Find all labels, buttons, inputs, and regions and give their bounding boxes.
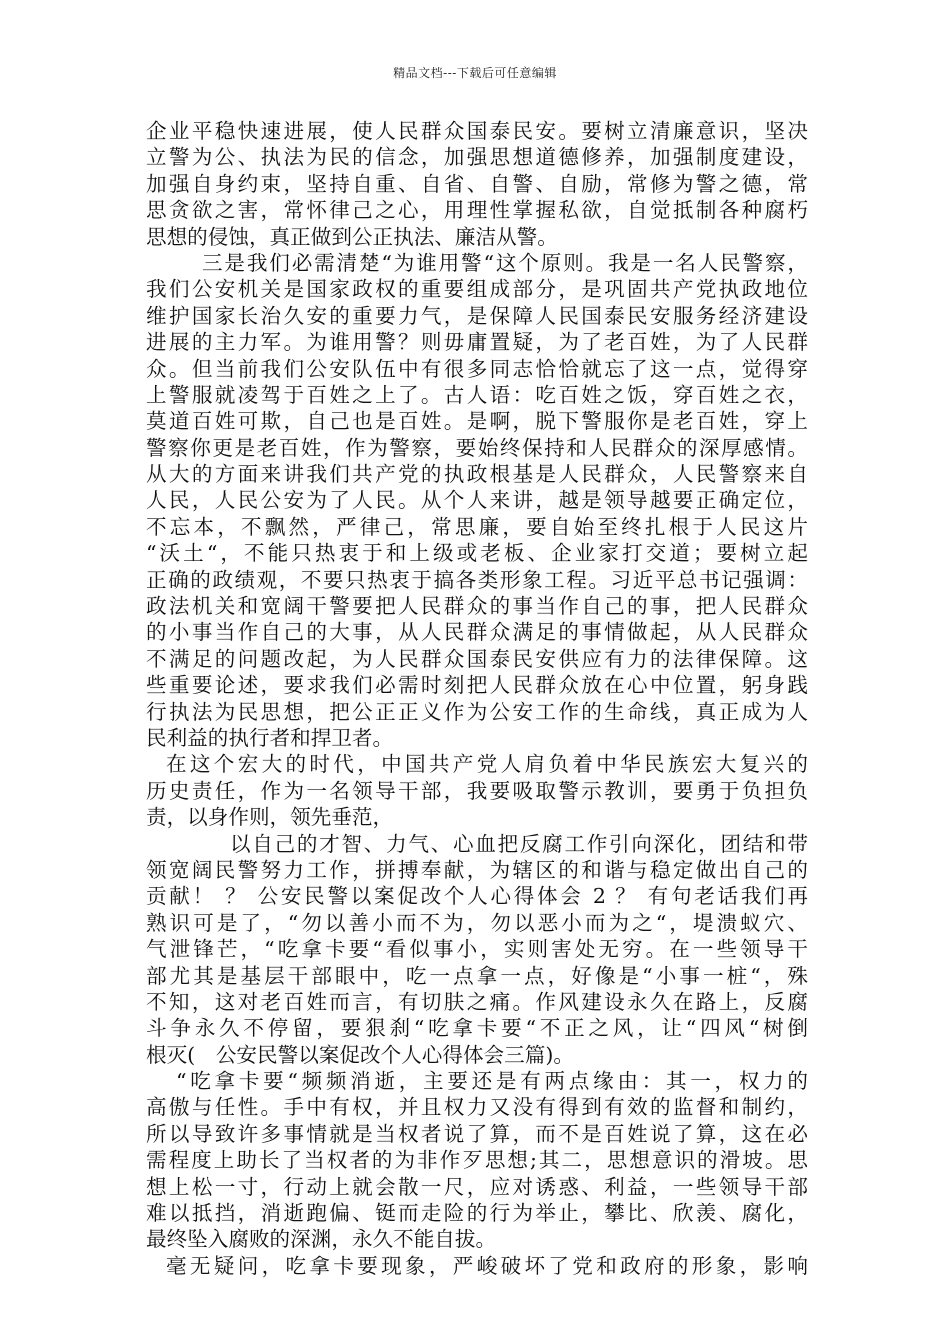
text-line: 民利益的执行者和捍卫者。: [146, 725, 394, 750]
text-line: 部尤其是基层干部眼中，吃一点拿一点，好像是“小事一桩“，殊: [146, 963, 808, 988]
text-line: 高傲与任性。手中有权，并且权力又没有得到有效的监督和制约，: [146, 1095, 808, 1120]
text-line: 不知，这对老百姓而言，有切肤之痛。作风建设永久在路上，反腐: [146, 989, 808, 1014]
text-line: 领宽阔民警努力工作，拼搏奉献，为辖区的和谐与稳定做出自己的: [146, 857, 808, 882]
text-line: 以自己的才智、力气、心血把反腐工作引向深化，团结和带: [230, 831, 808, 856]
text-line: 政法机关和宽阔干警要把人民群众的事当作自己的事，把人民群众: [146, 594, 808, 619]
text-line: 最终坠入腐败的深渊，永久不能自拔。: [146, 1227, 497, 1252]
text-line: “沃土“，不能只热衷于和上级或老板、企业家打交道；要树立起: [146, 541, 808, 566]
text-line: 我们公安机关是国家政权的重要组成部分，是巩固共产党执政地位: [146, 277, 808, 302]
text-line: 维护国家长治久安的重要力气，是保障人民国泰民安服务经济建设: [146, 303, 808, 328]
text-line: 根灭( 公安民警以案促改个人心得体会三篇)。: [146, 1042, 574, 1067]
text-line: 不满足的问题改起，为人民群众国泰民安供应有力的法律保障。这: [146, 646, 808, 671]
text-line: 思想的侵蚀，真正做到公正执法、廉洁从警。: [146, 224, 558, 249]
text-line: 在这个宏大的时代，中国共产党人肩负着中华民族宏大复兴的: [166, 752, 808, 777]
text-line: 行执法为民思想，把公正正义作为公安工作的生命线，真正成为人: [146, 699, 808, 724]
text-line: 警察你更是老百姓，作为警察，要始终保持和人民群众的深厚感情。: [146, 435, 808, 460]
page-header: 精品文档---下载后可任意编辑: [393, 66, 557, 80]
text-line: 不忘本，不飘然，严律己，常思廉，要自始至终扎根于人民这片: [146, 514, 808, 539]
text-line: 立警为公、执法为民的信念，加强思想道德修养，加强制度建设，: [146, 145, 808, 170]
text-line: 历史责任，作为一名领导干部，我要吸取警示教训，要勇于负担负: [146, 778, 808, 803]
text-line: 思贪欲之害，常怀律己之心，用理性掌握私欲，自觉抵制各种腐朽: [146, 198, 808, 223]
text-line: 贡献！ ？ 公安民警以案促改个人心得体会 2 ？ 有句老话我们再: [146, 884, 808, 909]
text-line: “吃拿卡要“频频消逝，主要还是有两点缘由：其一，权力的: [176, 1069, 808, 1094]
text-line: 的小事当作自己的大事，从人民群众满足的事情做起，从人民群众: [146, 620, 808, 645]
text-line: 莫道百姓可欺，自己也是百姓。是啊，脱下警服你是老百姓，穿上: [146, 409, 808, 434]
text-line: 毫无疑问，吃拿卡要现象，严峻破坏了党和政府的形象，影响: [166, 1253, 808, 1278]
text-line: 人民，人民公安为了人民。从个人来讲，越是领导越要正确定位，: [146, 488, 808, 513]
text-line: 三是我们必需清楚“为谁用警“这个原则。我是一名人民警察，: [202, 250, 808, 275]
text-line: 责，以身作则，领先垂范，: [146, 805, 394, 830]
text-line: 熟识可是了，“勿以善小而不为，勿以恶小而为之“，堤溃蚁穴、: [146, 910, 808, 935]
text-line: 气泄锋芒，“吃拿卡要“看似事小，实则害处无穷。在一些领导干: [146, 937, 808, 962]
text-line: 正确的政绩观，不要只热衷于搞各类形象工程。习近平总书记强调：: [146, 567, 808, 592]
text-line: 企业平稳快速进展，使人民群众国泰民安。要树立清廉意识，坚决: [146, 119, 808, 143]
text-line: 难以抵挡，消逝跑偏、铤而走险的行为举止，攀比、欣羡、腐化，: [146, 1201, 808, 1226]
text-line: 需程度上助长了当权者的为非作歹思想;其二，思想意识的滑坡。思: [146, 1148, 808, 1173]
document-body: [146, 118, 808, 1279]
text-line: 从大的方面来讲我们共产党的执政根基是人民群众，人民警察来自: [146, 462, 808, 487]
text-line: 所以导致许多事情就是当权者说了算，而不是百姓说了算，这在必: [146, 1121, 808, 1146]
text-line: 斗争永久不停留，要狠刹“吃拿卡要“不正之风，让“四风“树倒: [146, 1016, 808, 1041]
text-line: 想上松一寸，行动上就会散一尺，应对诱惑、利益，一些领导干部: [146, 1174, 808, 1199]
text-line: 加强自身约束，坚持自重、自省、自警、自励，常修为警之德，常: [146, 171, 808, 196]
text-line: 些重要论述，要求我们必需时刻把人民群众放在心中位置，躬身践: [146, 673, 808, 698]
text-line: 众。但当前我们公安队伍中有很多同志恰恰就忘了这一点，觉得穿: [146, 356, 808, 381]
text-line: 进展的主力军。为谁用警？则毋庸置疑，为了老百姓，为了人民群: [146, 330, 808, 355]
text-line: 上警服就凌驾于百姓之上了。古人语：吃百姓之饭，穿百姓之衣，: [146, 382, 808, 407]
